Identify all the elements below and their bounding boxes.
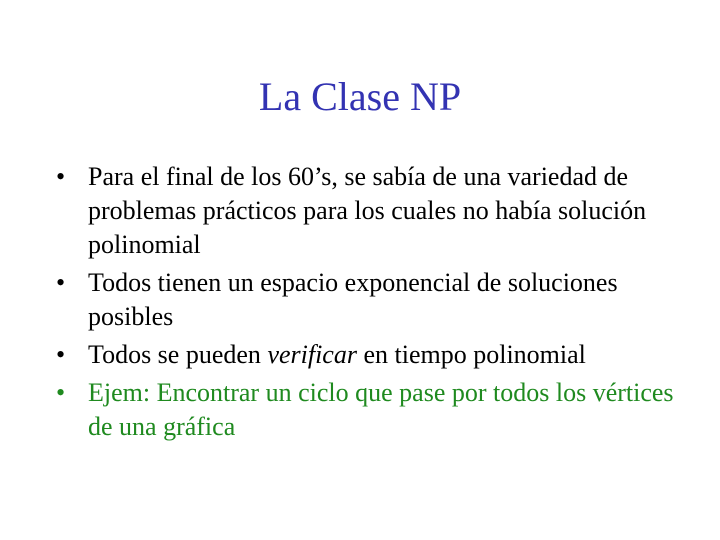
bullet-list — [56, 160, 696, 448]
bullet-emphasis: verificar — [267, 340, 357, 369]
bullet-text: Todos tienen un espacio exponencial de soluciones posibles — [88, 268, 618, 331]
bullet-text: Para el final de los 60’s, se sabía de una variedad de problemas prácticos para los cuales no había solución polinomial — [88, 162, 647, 259]
bullet-item — [56, 160, 696, 262]
bullet-item — [56, 266, 696, 334]
bullet-item-example — [56, 376, 696, 444]
bullet-dot-icon: • — [56, 268, 66, 297]
slide-title: La Clase NP — [258, 74, 462, 119]
bullet-item — [56, 338, 696, 372]
bullet-dot-icon: • — [56, 340, 66, 369]
bullet-text-prefix: Todos se pueden — [88, 340, 268, 369]
bullet-text-suffix: en tiempo polinomial — [356, 340, 586, 369]
bullet-dot-icon: • — [56, 162, 66, 191]
bullet-text: Ejem: Encontrar un ciclo que pase por todos los vértices de una gráfica — [88, 378, 674, 441]
bullet-dot-icon: • — [56, 378, 66, 407]
